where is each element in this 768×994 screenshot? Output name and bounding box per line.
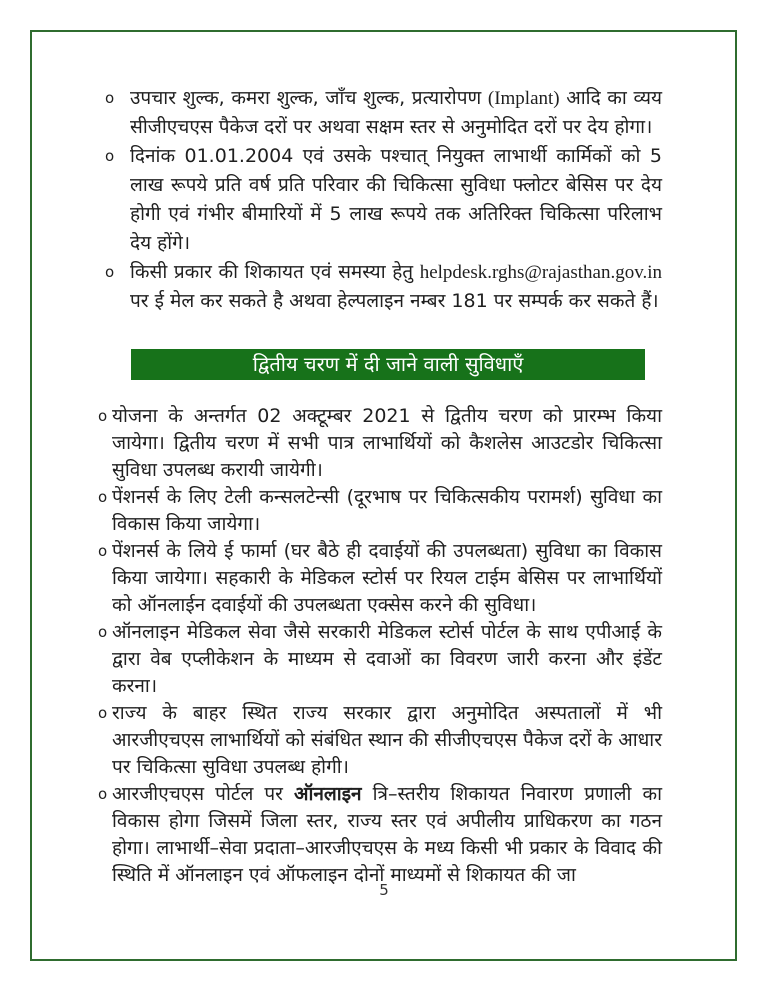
bullet-text: किसी प्रकार की शिकायत एवं समस्या हेतु helpdesk.rghs@rajasthan.gov.in पर ई मेल कर सकते है अथवा हेल्पलाइन नम्बर 181 पर सम्पर्क कर सकते हैं। xyxy=(130,261,662,312)
implant-latin-text: (Implant) xyxy=(487,88,560,109)
bullet-marker: o xyxy=(105,89,115,107)
bullet-text: पेंशनर्स के लिए टेली कन्सलटेन्सी (दूरभाष पर चिकित्सकीय परामर्श) सुविधा का विकास किया जायेगा। xyxy=(112,486,662,535)
list-item xyxy=(98,700,662,781)
page-content xyxy=(98,84,662,889)
bullet-text: योजना के अन्तर्गत 02 अक्टूम्बर 2021 से द्वितीय चरण को प्रारम्भ किया जायेगा। द्वितीय चरण में सभी पात्र लाभार्थियों को कैशलेस आउटडोर चिकित्सा सुविधा उपलब्ध करायी जायेगी। xyxy=(112,405,662,481)
bullet-text: दिनांक 01.01.2004 एवं उसके पश्चात् नियुक्त लाभार्थी कार्मिकों को 5 लाख रूपये प्रति वर्ष प्रति परिवार की चिकित्सा सुविधा फ्लोटर बेसिस पर देय होगी एवं गंभीर बीमारियों में 5 लाख रूपये तक अतिरिक्त चिकित्सा परिलाभ देय होंगे। xyxy=(130,145,662,254)
page-number: 5 xyxy=(379,881,389,899)
list-item xyxy=(98,142,662,258)
section-header-bar xyxy=(131,349,645,380)
bullet-marker: o xyxy=(98,785,108,803)
bullet-marker: o xyxy=(105,147,115,165)
list-item xyxy=(98,781,662,889)
bullet-text: राज्य के बाहर स्थित राज्य सरकार द्वारा अनुमोदित अस्पतालों में भी आरजीएचएस लाभार्थियों को संबंधित स्थान की सीजीएचएस पैकेज दरों के आधार पर चिकित्सा सुविधा उपलब्ध होगी। xyxy=(112,702,662,778)
list-item xyxy=(98,484,662,538)
list-item xyxy=(98,538,662,619)
first-phase-bullet-list xyxy=(98,84,662,316)
section-header-title: द्वितीय चरण में दी जाने वाली सुविधाएँ xyxy=(252,352,524,376)
bullet-marker: o xyxy=(98,704,108,722)
helpdesk-email: helpdesk.rghs@rajasthan.gov.in xyxy=(419,262,662,283)
bullet-text: पेंशनर्स के लिये ई फार्मा (घर बैठे ही दवाईयों की उपलब्धता) सुविधा का विकास किया जायेगा। सहकारी के मेडिकल स्टोर्स पर रियल टाईम बेसिस पर लाभार्थियों को ऑनलाईन दवाईयों की उपलब्धता एक्सेस करने की सुविधा। xyxy=(112,540,662,616)
bullet-marker: o xyxy=(98,488,108,506)
list-item xyxy=(98,84,662,142)
bullet-text: उपचार शुल्क, कमरा शुल्क, जाँच शुल्क, प्रत्यारोपण (Implant) आदि का व्यय सीजीएचएस पैकेज दरों पर अथवा सक्षम स्तर से अनुमोदित दरों पर देय होगा। xyxy=(130,87,662,138)
list-item xyxy=(98,403,662,484)
list-item xyxy=(98,619,662,700)
bullet-marker: o xyxy=(105,263,115,281)
bullet-text: ऑनलाइन मेडिकल सेवा जैसे सरकारी मेडिकल स्टोर्स पोर्टल के साथ एपीआई के द्वारा वेब एप्लीकेशन के माध्यम से दवाओं का विवरण जारी करना और इंडेंट करना। xyxy=(112,621,662,697)
bullet-marker: o xyxy=(98,542,108,560)
bullet-marker: o xyxy=(98,407,108,425)
second-phase-bullet-list xyxy=(98,403,662,889)
bullet-marker: o xyxy=(98,623,108,641)
online-bold-text: ऑनलाइन xyxy=(293,783,362,805)
bullet-text: आरजीएचएस पोर्टल पर ऑनलाइन त्रि–स्तरीय शिकायत निवारण प्रणाली का विकास होगा जिसमें जिला स्तर, राज्य स्तर एवं अपीलीय प्राधिकरण का गठन होगा। लाभार्थी–सेवा प्रदाता–आरजीएचएस के मध्य किसी भी प्रकार के विवाद की स्थिति में ऑनलाइन एवं ऑफलाइन दोनों माध्यमों से शिकायत की जा xyxy=(112,783,663,886)
list-item xyxy=(98,258,662,316)
